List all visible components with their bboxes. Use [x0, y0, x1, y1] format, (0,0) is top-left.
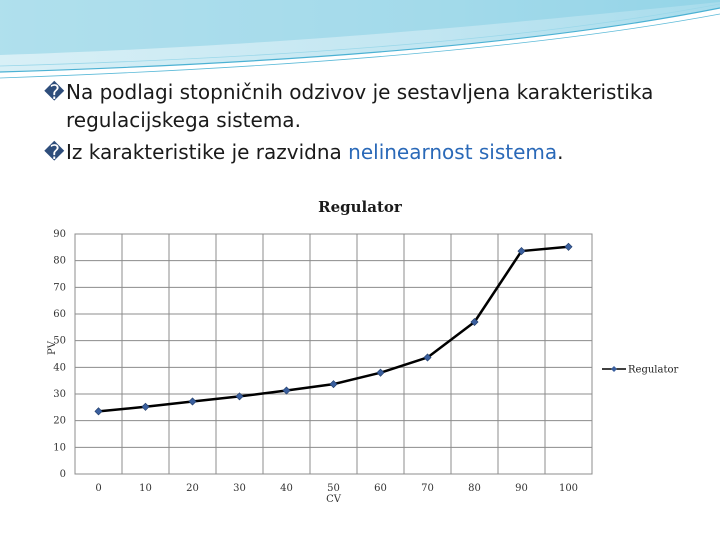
- x-tick-label: 10: [139, 483, 152, 494]
- y-tick-label: 40: [53, 362, 66, 374]
- data-point: [95, 408, 102, 415]
- y-tick-label: 10: [53, 442, 66, 454]
- y-tick-label: 30: [53, 389, 66, 400]
- bullet-text: Na podlagi stopničnih odzivov je sestavljena karakteristika regulacijskega sistema.: [66, 80, 654, 132]
- y-axis-label: PV: [47, 341, 58, 355]
- x-tick-label: 80: [468, 483, 481, 494]
- x-axis-label: CV: [326, 494, 341, 505]
- legend-marker: [611, 366, 617, 372]
- data-point: [330, 381, 337, 388]
- x-tick-label: 40: [280, 483, 293, 494]
- y-tick-label: 60: [53, 309, 66, 320]
- bullet-text: Iz karakteristike je razvidna: [66, 140, 349, 164]
- highlight-text: nelinearnost sistema: [348, 140, 558, 164]
- data-point: [189, 398, 196, 405]
- data-point: [377, 369, 384, 376]
- x-tick-label: 30: [233, 483, 246, 494]
- data-point: [283, 387, 290, 394]
- bullet-text-end: .: [557, 140, 564, 164]
- y-tick-label: 70: [53, 282, 66, 294]
- y-tick-label: 80: [53, 255, 66, 267]
- x-tick-label: 50: [327, 483, 340, 494]
- x-tick-label: 60: [374, 483, 387, 494]
- plot-area: [75, 234, 592, 474]
- x-tick-label: 90: [515, 483, 528, 494]
- bullet-glyph: �: [44, 80, 65, 104]
- y-tick-label: 0: [59, 469, 66, 480]
- bullet-glyph: �: [44, 140, 65, 164]
- data-point: [565, 243, 572, 250]
- x-tick-label: 100: [558, 483, 579, 494]
- y-tick-label: 50: [53, 335, 66, 347]
- legend-label: Regulator: [628, 364, 679, 376]
- x-tick-label: 20: [186, 483, 199, 494]
- x-tick-label: 0: [95, 483, 102, 494]
- x-tick-label: 70: [421, 483, 434, 494]
- y-tick-label: 90: [53, 229, 66, 240]
- data-point: [142, 403, 149, 410]
- chart-title: Regulator: [318, 198, 402, 216]
- y-tick-label: 20: [53, 415, 66, 427]
